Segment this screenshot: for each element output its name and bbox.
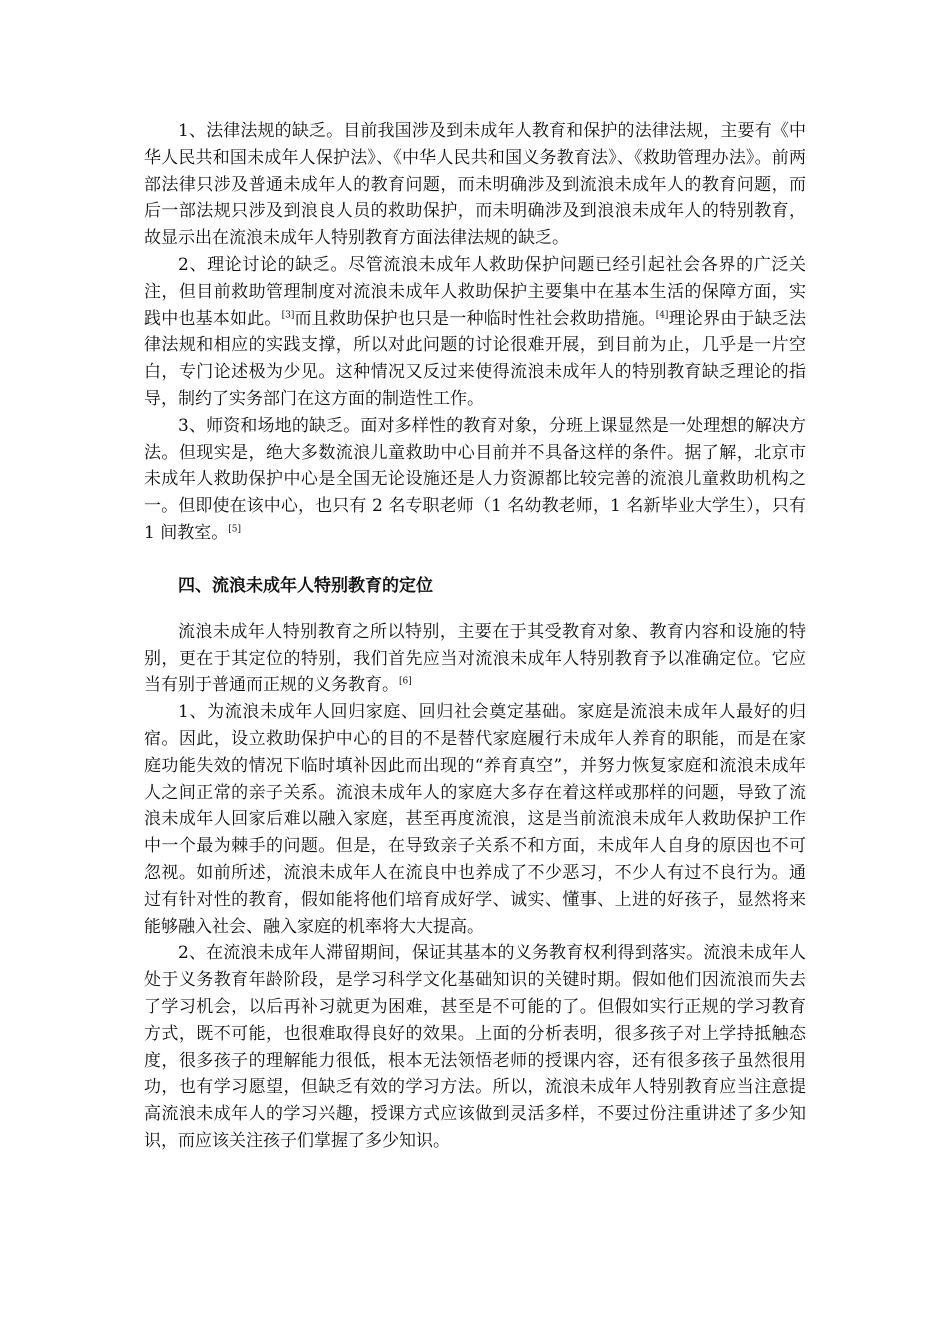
- footnote-ref[interactable]: [4]: [655, 309, 669, 320]
- paragraph-return-family: 1、为流浪未成年人回归家庭、回归社会奠定基础。家庭是流浪未成年人最好的归宿。因此，设立救助保护中心的目的不是替代家庭履行未成年人养育的职能，而是在家庭功能失效的情况下临时填补因此而出现的“养育真空”，并努力恢复家庭和流浪未成年人之间正常的亲子关系。流浪未成年人的家庭大多存在着这样或那样的问题，导致了流浪未成年人回家后难以融入家庭，甚至再度流浪，这是当前流浪未成年人救助保护工作中一个最为棘手的问题。但是，在导致亲子关系不和方面，未成年人自身的原因也不可忽视。如前所述，流浪未成年人在流良中也养成了不少恶习，不少人有过不良行为。通过有针对性的教育，假如能将他们培育成好学、诚实、懂事、上进的好孩子，显然将来能够融入社会、融入家庭的机率将大大提高。: [144, 702, 806, 937]
- footnote-ref[interactable]: [6]: [399, 676, 412, 687]
- paragraph-theory-gap: [144, 252, 806, 413]
- paragraph-text: 理论界由于缺乏法律法规和相应的实践支撑，所以对此问题的讨论很难开展，到目前为止，几乎是一片空白，专门论述极为少见。这种情况又反过来使得流浪未成年人的特别教育缺乏理论的指导，制约了实务部门在这方面的制造性工作。: [144, 308, 807, 409]
- footnote-ref[interactable]: [5]: [228, 524, 241, 535]
- paragraph-staff-gap: [144, 413, 806, 547]
- paragraph-intro: [144, 619, 806, 699]
- paragraph-text: 3、师资和场地的缺乏。面对多样性的教育对象，分班上课显然是一处理想的解决方法。但现实是，绝大多数流浪儿童救助中心目前并不具备这样的条件。据了解，北京市未成年人救助保护中心是全国无论设施还是人力资源都比较完善的流浪儿童救助机构之一。但即使在该中心，也只有 2 名专职老师（1 名幼教老师，1 名新毕业大学生），只有 1 间教室。: [144, 415, 806, 543]
- paragraph-education-right: 2、在流浪未成年人滞留期间，保证其基本的义务教育权利得到落实。流浪未成年人处于义务教育年龄阶段，是学习科学文化基础知识的关键时期。假如他们因流浪而失去了学习机会，以后再补习就更为困难，甚至是不可能的了。但假如实行正规的学习教育方式，既不可能，也很难取得良好的效果。上面的分析表明，很多孩子对上学持抵触态度，很多孩子的理解能力很低，根本无法领悟老师的授课内容，还有很多孩子虽然很用功，也有学习愿望，但缺乏有效的学习方法。所以，流浪未成年人特别教育应当注意提高流浪未成年人的学习兴趣，授课方式应该做到灵活多样，不要过份注重讲述了多少知识，而应该关注孩子们掌握了多少知识。: [144, 943, 806, 1151]
- paragraph-text: 2、理论讨论的缺乏。尽管流浪未成年人救助保护问题已经引起社会各界的广泛关注，但目前救助管理制度对流浪未成年人救助保护主要集中在基本生活的保障方面，实践中也基本如此。: [144, 254, 806, 329]
- paragraph-text: 流浪未成年人特别教育之所以特别，主要在于其受教育对象、教育内容和设施的特别，更在于其定位的特别，我们首先应当对流浪未成年人特别教育予以准确定位。它应当有别于普通而正规的义务教育。: [144, 621, 806, 696]
- document-page: [144, 118, 806, 1155]
- footnote-ref[interactable]: [3]: [281, 309, 295, 320]
- paragraph-legal-gap: 1、法律法规的缺乏。目前我国涉及到未成年人教育和保护的法律法规，主要有《中华人民共和国未成年人保护法》、《中华人民共和国义务教育法》、《救助管理办法》。前两部法律只涉及普通未成年人的教育问题，而未明确涉及到流浪未成年人的教育问题，而后一部法规只涉及到浪良人员的救助保护，而未明确涉及到浪浪未成年人的特别教育，故显示出在流浪未成年人特别教育方面法律法规的缺乏。: [144, 121, 806, 249]
- section-heading: 四、流浪未成年人特别教育的定位: [178, 575, 433, 596]
- paragraph-text: 而且救助保护也只是一种临时性社会救助措施。: [294, 308, 656, 329]
